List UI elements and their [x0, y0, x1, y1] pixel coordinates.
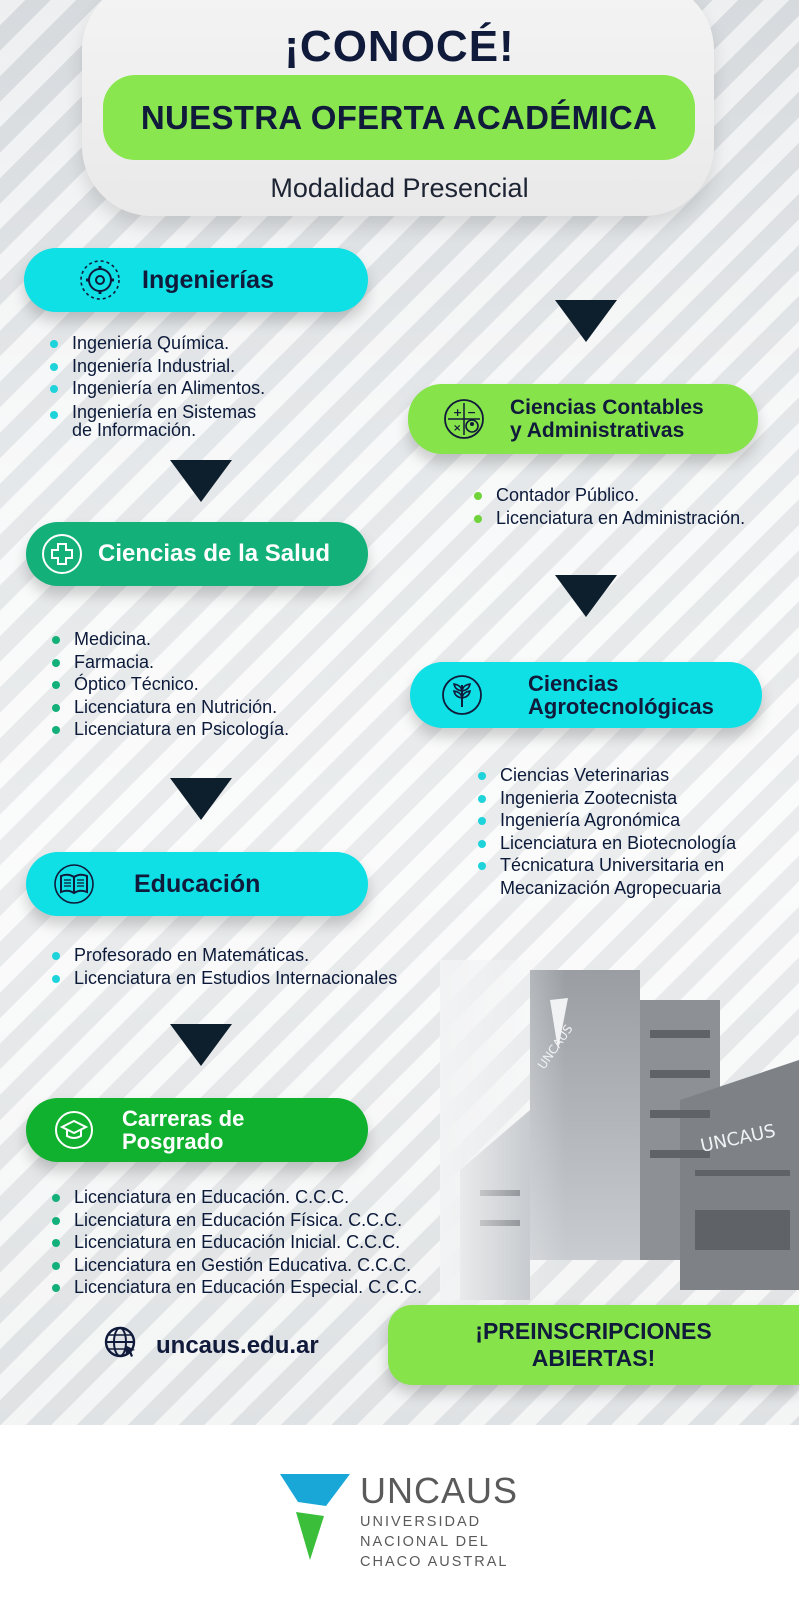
header-band: NUESTRA OFERTA ACADÉMICA: [103, 75, 695, 160]
section-posgrado[interactable]: [26, 1098, 368, 1162]
list-item: Licenciatura en Estudios Internacionales: [50, 967, 397, 990]
section-agro[interactable]: [410, 662, 762, 728]
arrow-down-icon: [170, 460, 232, 502]
arrow-down-icon: [170, 778, 232, 820]
svg-text:+: +: [453, 406, 463, 419]
section-title: [528, 672, 714, 718]
gear-icon: [78, 258, 122, 302]
cta-line: ABIERTAS!: [531, 1345, 656, 1371]
list-item: Licenciatura en Administración.: [472, 507, 745, 530]
header-title: ¡CONOCÉ!: [284, 22, 515, 71]
medical-cross-icon: [40, 532, 84, 576]
section-title-line: Ciencias Contables: [510, 396, 704, 419]
list-item: Licenciatura en Educación. C.C.C.: [50, 1186, 422, 1209]
list-item: Ingeniería en Sistemas: [48, 403, 265, 421]
list-item: Farmacia.: [50, 651, 289, 674]
campus-building-image: [440, 960, 799, 1320]
website-link[interactable]: [104, 1326, 319, 1365]
list-item: Licenciatura en Biotecnología: [476, 832, 736, 855]
list-item: Licenciatura en Psicología.: [50, 718, 289, 741]
section-title: Educación: [134, 869, 261, 898]
footer-brand-line: NACIONAL DEL: [360, 1534, 490, 1550]
section-title-line: Ciencias: [528, 671, 619, 696]
section-title-line: Carreras de: [122, 1106, 245, 1131]
uncaus-logo: [280, 1472, 350, 1562]
svg-text:×: ×: [453, 423, 462, 434]
list-item: Licenciatura en Gestión Educativa. C.C.C.: [50, 1254, 422, 1277]
contables-list: [472, 484, 745, 529]
calculator-person-icon: [442, 397, 486, 441]
list-item: Ingeniería Agronómica: [476, 809, 736, 832]
section-contables[interactable]: [408, 384, 758, 454]
list-item: Medicina.: [50, 628, 289, 651]
list-item: Óptico Técnico.: [50, 673, 289, 696]
section-title-line: Agrotecnológicas: [528, 694, 714, 719]
preinscription-banner[interactable]: [388, 1305, 799, 1385]
posgrado-list: [50, 1186, 422, 1299]
arrow-down-icon: [170, 1024, 232, 1066]
list-item: Licenciatura en Educación Inicial. C.C.C.: [50, 1231, 422, 1254]
list-item: Ingeniería en Alimentos.: [48, 377, 265, 400]
arrow-down-icon: [555, 575, 617, 617]
list-item: Ingenieria Zootecnista: [476, 787, 736, 810]
book-icon: [52, 862, 96, 906]
section-title: [510, 396, 704, 442]
list-item: Ingeniería Química.: [48, 332, 265, 355]
list-item: Licenciatura en Educación Física. C.C.C.: [50, 1209, 422, 1232]
section-title-line: Posgrado: [122, 1129, 224, 1154]
list-item: Profesorado en Matemáticas.: [50, 944, 397, 967]
svg-text:−: −: [467, 406, 477, 419]
list-item: Contador Público.: [472, 484, 745, 507]
list-item-continuation: de Información.: [72, 419, 197, 440]
footer-brand: [360, 1470, 518, 1572]
section-title: Ingenierías: [142, 265, 274, 294]
section-title-line: y Administrativas: [510, 419, 685, 442]
arrow-down-icon: [555, 300, 617, 342]
section-title: [122, 1107, 244, 1153]
footer-brand-name: UNCAUS: [360, 1470, 519, 1511]
plant-icon: [440, 673, 484, 717]
list-item: Licenciatura en Nutrición.: [50, 696, 289, 719]
graduation-cap-icon: [52, 1108, 96, 1152]
list-item: Ciencias Veterinarias: [476, 764, 736, 787]
section-ingenierias[interactable]: [24, 248, 368, 312]
section-title: Ciencias de la Salud: [98, 540, 331, 567]
footer-brand-line: UNIVERSIDAD: [360, 1514, 482, 1530]
section-educacion[interactable]: [26, 852, 368, 916]
website-text: uncaus.edu.ar: [156, 1331, 319, 1359]
list-item: Técnicatura Universitaria en: [476, 854, 736, 877]
salud-list: [50, 628, 289, 741]
cta-line: ¡PREINSCRIPCIONES: [475, 1318, 712, 1344]
list-item: Licenciatura en Educación Especial. C.C.C.: [50, 1276, 422, 1299]
educacion-list: [50, 944, 397, 989]
list-item: Ingeniería Industrial.: [48, 355, 265, 378]
list-item-continuation: Mecanización Agropecuaria: [500, 877, 722, 898]
globe-icon: [104, 1326, 138, 1365]
footer-brand-line: CHACO AUSTRAL: [360, 1554, 509, 1570]
ingenierias-list: [48, 332, 265, 439]
agro-list: [476, 764, 736, 899]
header-subtitle: Modalidad Presencial: [270, 173, 529, 203]
section-salud[interactable]: [26, 522, 368, 586]
